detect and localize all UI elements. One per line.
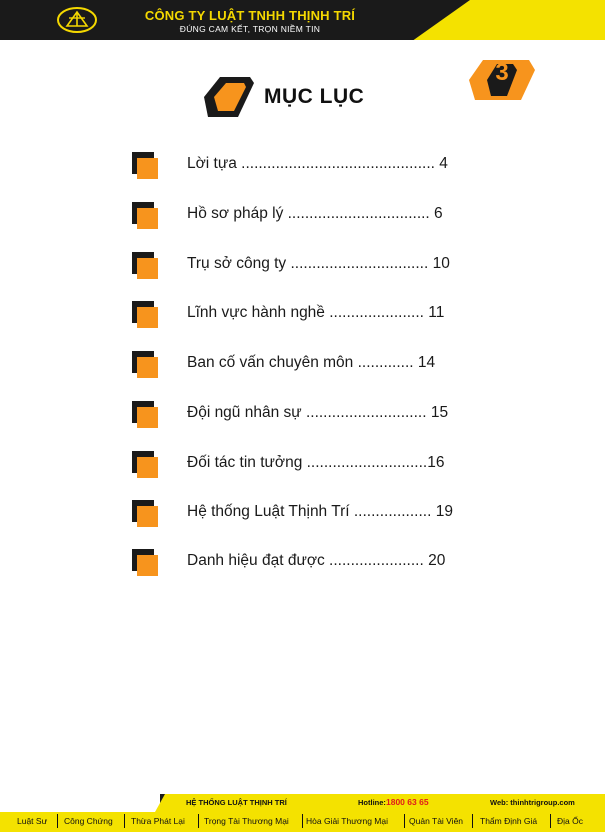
page-title: MỤC LỤC <box>264 85 365 108</box>
service-link[interactable]: Thẩm Định Giá <box>480 816 538 826</box>
service-link[interactable]: Luật Sư <box>17 816 48 826</box>
square-bullet-icon <box>130 499 160 529</box>
toc-entry: Hệ thống Luật Thịnh Trí .................. 19 <box>187 503 453 520</box>
company-slogan: ĐÚNG CAM KẾT, TRỌN NIỀM TIN <box>179 24 321 34</box>
divider <box>302 814 303 828</box>
service-link[interactable]: Thừa Phát Lại <box>131 816 185 826</box>
divider <box>198 814 199 828</box>
footer-website[interactable]: Web: thinhtrigroup.com <box>490 798 575 807</box>
service-link[interactable]: Hòa Giải Thương Mại <box>306 816 388 826</box>
toc-entry: Lời tựa ............................................. 4 <box>187 155 448 172</box>
service-link[interactable]: Địa Ốc <box>557 816 583 826</box>
toc-entry: Hồ sơ pháp lý ................................. 6 <box>187 205 443 222</box>
square-bullet-icon <box>130 201 160 231</box>
square-bullet-icon <box>130 400 160 430</box>
footer-hotline[interactable]: 1800 63 65 <box>386 797 429 807</box>
divider <box>124 814 125 828</box>
company-name: CÔNG TY LUẬT TNHH THỊNH TRÍ <box>144 8 356 23</box>
footer-system-name: HỆ THỐNG LUẬT THỊNH TRÍ <box>186 798 287 807</box>
toc-entry: Danh hiệu đạt được ...................... 20 <box>187 552 446 569</box>
toc-entry: Đội ngũ nhân sự ............................ 15 <box>187 404 449 421</box>
footer-blank <box>0 794 160 812</box>
title-diamond-icon <box>200 73 258 121</box>
square-bullet-icon <box>130 350 160 380</box>
service-link[interactable]: Quản Tài Viên <box>409 816 464 826</box>
toc-entry: Đối tác tin tưởng ............................16 <box>187 454 445 471</box>
toc-entry: Trụ sở công ty ................................ 10 <box>187 255 450 272</box>
divider <box>404 814 405 828</box>
square-bullet-icon <box>130 151 160 181</box>
square-bullet-icon <box>130 450 160 480</box>
divider <box>57 814 58 828</box>
square-bullet-icon <box>130 548 160 578</box>
page-number: 3 <box>495 59 509 86</box>
divider <box>472 814 473 828</box>
square-bullet-icon <box>130 300 160 330</box>
toc-entry: Ban cố vấn chuyên môn ............. 14 <box>187 354 436 371</box>
service-link[interactable]: Công Chứng <box>64 816 113 826</box>
divider <box>550 814 551 828</box>
service-link[interactable]: Trọng Tài Thương Mại <box>204 816 289 826</box>
company-logo <box>56 6 98 34</box>
square-bullet-icon <box>130 251 160 281</box>
toc-entry: Lĩnh vực hành nghề ...................... 11 <box>187 304 445 321</box>
footer-hotline-label: Hotline: <box>358 798 386 807</box>
